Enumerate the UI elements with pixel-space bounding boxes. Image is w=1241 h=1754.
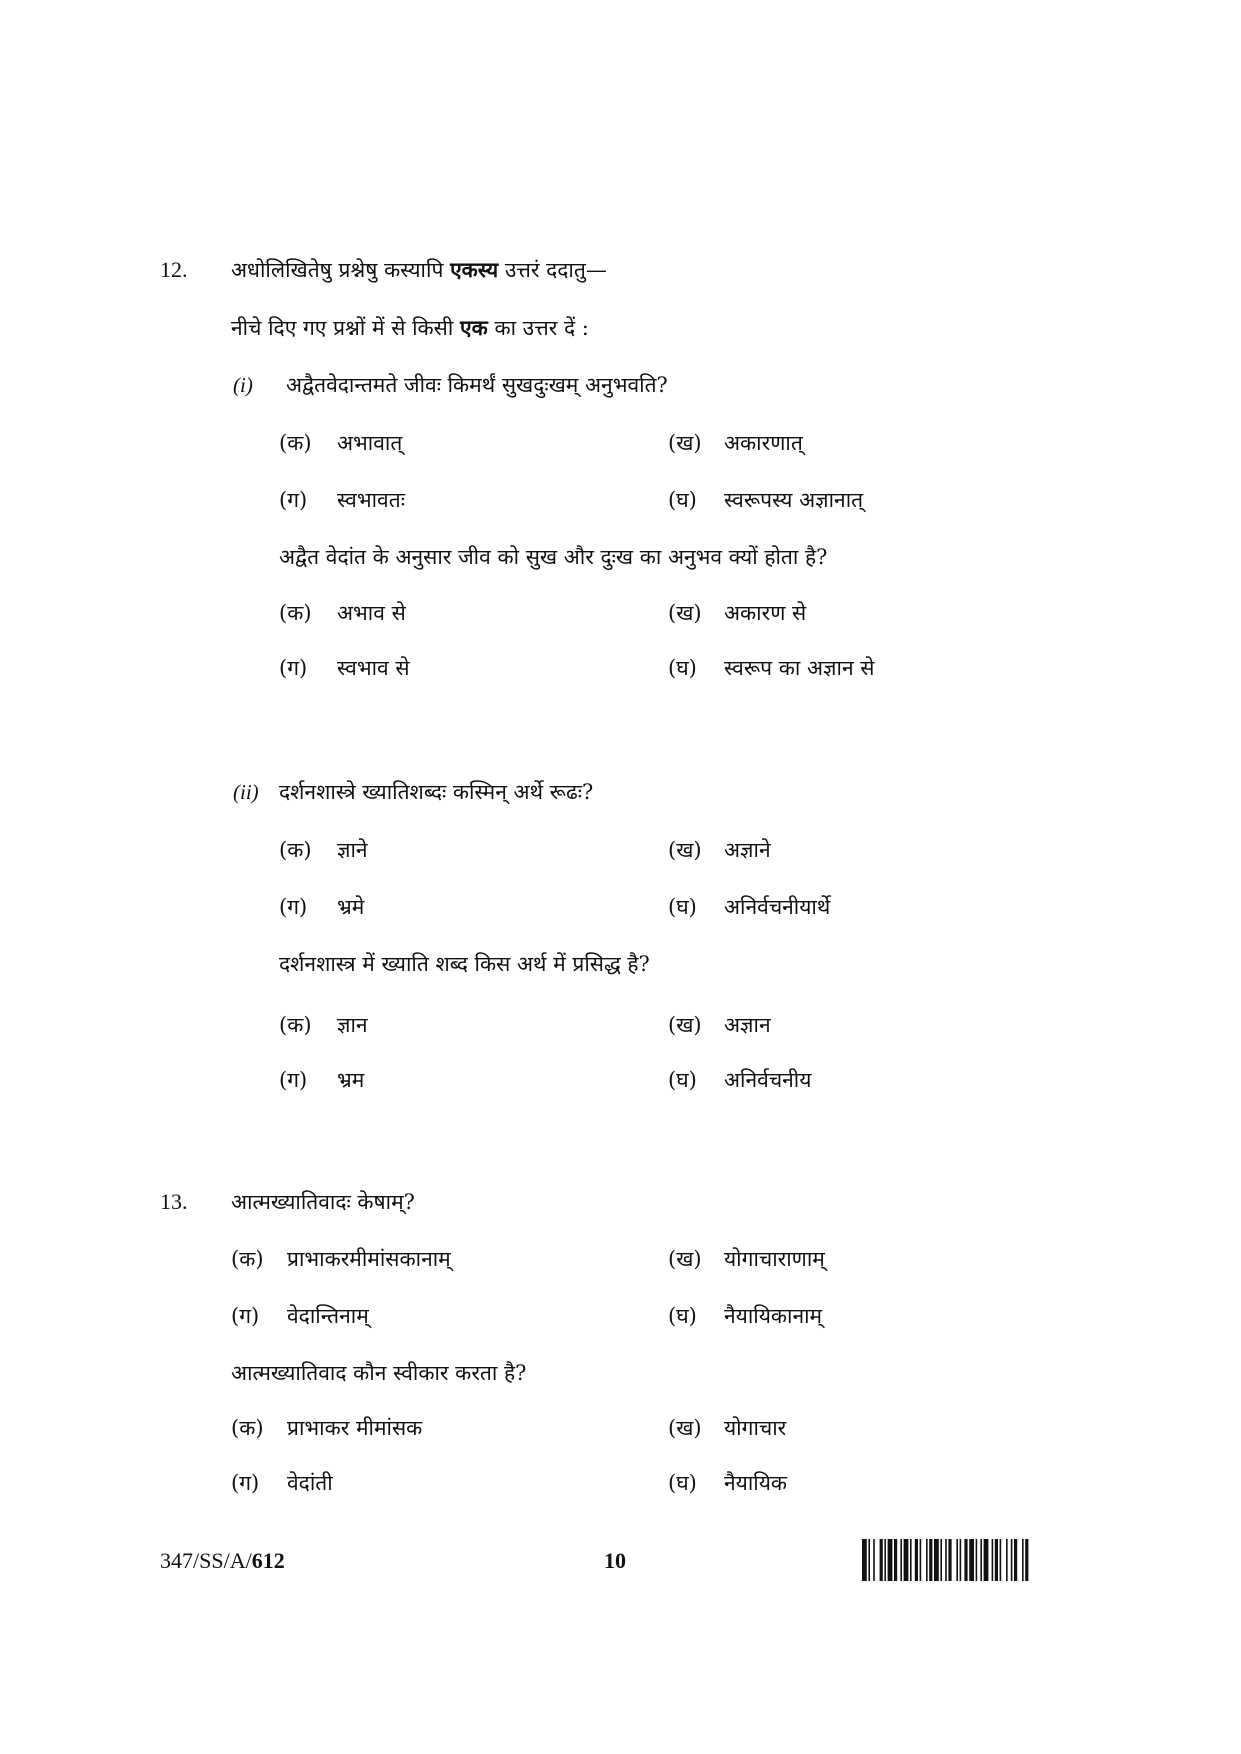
barcode-bar xyxy=(1000,1539,1002,1581)
barcode-bar xyxy=(904,1539,909,1581)
option-text: अकारण से xyxy=(724,601,807,625)
question-13-number: 13. xyxy=(160,1189,188,1214)
option-label: (ख) xyxy=(668,838,702,862)
barcode-bar xyxy=(894,1539,897,1581)
barcode-bar xyxy=(1025,1539,1028,1581)
option-label: (ख) xyxy=(668,601,702,625)
instruction-emphasis: एकस्य xyxy=(450,257,499,282)
option-label: (ग) xyxy=(231,1471,260,1495)
sub-question-i-sanskrit: अद्वैतवेदान्तमते जीवः किमर्थं सुखदुःखम् अनुभवति? xyxy=(286,373,668,397)
option-label: (घ) xyxy=(668,1304,697,1328)
sub-question-ii-label: (ii) xyxy=(233,780,259,804)
option-text: अभावात् xyxy=(337,431,403,455)
instruction-text: अधोलिखितेषु प्रश्नेषु कस्यापि xyxy=(231,258,444,282)
barcode-bar xyxy=(1014,1539,1017,1581)
barcode-bar xyxy=(960,1539,962,1581)
option-text: योगाचार xyxy=(724,1416,787,1440)
option-label: (ख) xyxy=(668,1013,702,1037)
barcode-bar xyxy=(929,1539,932,1581)
barcode-bar xyxy=(940,1539,942,1581)
paper-code-number: 612 xyxy=(251,1548,285,1573)
option-label: (क) xyxy=(231,1247,264,1271)
question-12-number: 12. xyxy=(160,257,188,282)
option-label: (ख) xyxy=(668,1247,702,1271)
option-text: स्वरूपस्य अज्ञानात् xyxy=(724,488,864,512)
option-text: भ्रम xyxy=(337,1068,365,1092)
option-text: भ्रमे xyxy=(337,895,365,919)
option-label: (घ) xyxy=(668,1068,697,1092)
sub-question-ii-hindi: दर्शनशास्त्र में ख्याति शब्द किस अर्थ में प्रसिद्ध है? xyxy=(279,952,650,976)
option-label: (घ) xyxy=(668,895,697,919)
option-label: (क) xyxy=(279,431,312,455)
barcode-bar xyxy=(969,1539,974,1581)
option-text: वेदांती xyxy=(287,1471,333,1495)
barcode-bar xyxy=(880,1539,883,1581)
barcode-bar xyxy=(948,1539,951,1581)
option-text: ज्ञाने xyxy=(337,838,368,862)
paper-code-prefix: 347/SS/A/ xyxy=(160,1548,252,1573)
option-label: (ग) xyxy=(279,895,308,919)
option-label: (क) xyxy=(279,838,312,862)
instruction-emphasis: एक xyxy=(460,315,488,340)
barcode-bar xyxy=(915,1539,918,1581)
option-label: (घ) xyxy=(668,1471,697,1495)
option-text: प्राभाकर मीमांसक xyxy=(287,1416,423,1440)
barcode xyxy=(862,1539,1122,1581)
page-number: 10 xyxy=(604,1548,626,1573)
option-text: नैयायिकानाम् xyxy=(724,1304,823,1328)
option-text: वेदान्तिनाम् xyxy=(287,1304,369,1328)
option-text: नैयायिक xyxy=(724,1471,788,1495)
option-label: (ग) xyxy=(279,656,308,680)
barcode-bar xyxy=(1011,1539,1013,1581)
option-label: (क) xyxy=(279,1013,312,1037)
instruction-text: नीचे दिए गए प्रश्नों में से किसी xyxy=(231,316,454,340)
barcode-bar xyxy=(920,1539,922,1581)
sub-question-i-label: (i) xyxy=(233,373,253,397)
option-text: ज्ञान xyxy=(337,1013,368,1037)
option-text: अकारणात् xyxy=(724,431,803,455)
option-text: योगाचाराणाम् xyxy=(724,1247,825,1271)
option-label: (ख) xyxy=(668,431,702,455)
sub-question-i-hindi: अद्वैत वेदांत के अनुसार जीव को सुख और दुःख का अनुभव क्यों होता है? xyxy=(279,545,828,569)
option-text: अनिर्वचनीयार्थे xyxy=(724,895,831,919)
barcode-bar xyxy=(992,1539,994,1581)
instruction-text: का उत्तर दें : xyxy=(494,316,589,340)
question-12-instruction-hindi xyxy=(231,314,589,342)
barcode-bar xyxy=(1022,1539,1024,1581)
barcode-bar xyxy=(956,1539,958,1581)
option-label: (क) xyxy=(231,1416,264,1440)
barcode-bar xyxy=(1006,1539,1008,1581)
option-text: स्वभाव से xyxy=(337,656,410,680)
barcode-bar xyxy=(910,1539,912,1581)
option-text: अज्ञान xyxy=(724,1013,771,1037)
option-text: अज्ञाने xyxy=(724,838,771,862)
barcode-bar xyxy=(964,1539,967,1581)
option-label: (घ) xyxy=(668,656,697,680)
option-label: (क) xyxy=(279,601,312,625)
question-13-sanskrit: आत्मख्यातिवादः केषाम्? xyxy=(231,1190,415,1214)
barcode-bar xyxy=(926,1539,928,1581)
barcode-bar xyxy=(980,1539,982,1581)
option-label: (ग) xyxy=(231,1304,260,1328)
instruction-text: उत्तरं ददातु— xyxy=(504,258,607,282)
barcode-bar xyxy=(862,1539,867,1581)
barcode-bar xyxy=(900,1539,902,1581)
barcode-bar xyxy=(873,1539,875,1581)
option-text: स्वरूप का अज्ञान से xyxy=(724,656,875,680)
option-label: (घ) xyxy=(668,488,697,512)
option-text: प्राभाकरमीमांसकानाम् xyxy=(287,1247,451,1271)
barcode-bar xyxy=(984,1539,989,1581)
option-text: अनिर्वचनीय xyxy=(724,1068,812,1092)
question-13-hindi: आत्मख्यातिवाद कौन स्वीकार करता है? xyxy=(231,1361,527,1385)
barcode-bar xyxy=(945,1539,947,1581)
option-label: (ग) xyxy=(279,488,308,512)
barcode-bar xyxy=(934,1539,939,1581)
option-label: (ग) xyxy=(279,1068,308,1092)
option-text: स्वभावतः xyxy=(337,488,405,512)
sub-question-ii-sanskrit: दर्शनशास्त्रे ख्यातिशब्दः कस्मिन् अर्थे रूढः? xyxy=(279,780,594,804)
barcode-bar xyxy=(888,1539,893,1581)
barcode-bar xyxy=(884,1539,886,1581)
barcode-bar xyxy=(976,1539,978,1581)
option-label: (ख) xyxy=(668,1416,702,1440)
question-12-instruction-sanskrit xyxy=(231,256,607,284)
barcode-bar xyxy=(868,1539,870,1581)
paper-code xyxy=(160,1547,285,1575)
option-text: अभाव से xyxy=(337,601,406,625)
barcode-bar xyxy=(995,1539,998,1581)
